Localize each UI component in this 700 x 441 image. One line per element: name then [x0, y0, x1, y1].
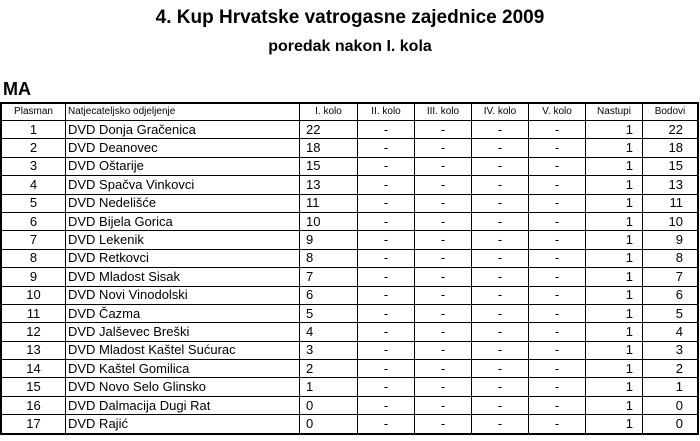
- column-header-round-2: II. kolo: [358, 104, 415, 121]
- round-4-cell: -: [472, 360, 529, 378]
- round-5-cell: -: [529, 360, 586, 378]
- round-5-cell: -: [529, 121, 586, 139]
- round-3-cell: -: [415, 212, 472, 230]
- table-row: [2, 139, 698, 157]
- column-header-round-1: I. kolo: [300, 104, 358, 121]
- rank-cell: 3: [2, 157, 66, 175]
- starts-cell: 1: [586, 360, 643, 378]
- round-4-cell: -: [472, 231, 529, 249]
- round-3-cell: -: [415, 341, 472, 359]
- team-cell: DVD Oštarije: [66, 157, 300, 175]
- points-cell: 10: [643, 212, 698, 230]
- round-4-cell: -: [472, 194, 529, 212]
- round-4-cell: -: [472, 139, 529, 157]
- table-row: [2, 268, 698, 286]
- starts-cell: 1: [586, 378, 643, 396]
- round-5-cell: -: [529, 341, 586, 359]
- starts-cell: 1: [586, 231, 643, 249]
- column-header-round-4: IV. kolo: [472, 104, 529, 121]
- round-1-cell: 2: [300, 360, 358, 378]
- round-4-cell: -: [472, 157, 529, 175]
- points-cell: 4: [643, 323, 698, 341]
- points-cell: 22: [643, 121, 698, 139]
- points-cell: 5: [643, 304, 698, 322]
- rank-cell: 17: [2, 415, 66, 433]
- team-cell: DVD Nedelišće: [66, 194, 300, 212]
- round-5-cell: -: [529, 139, 586, 157]
- round-5-cell: -: [529, 415, 586, 433]
- table-row: [2, 249, 698, 267]
- table-row: [2, 121, 698, 139]
- round-2-cell: -: [358, 415, 415, 433]
- round-5-cell: -: [529, 268, 586, 286]
- table-row: [2, 341, 698, 359]
- starts-cell: 1: [586, 194, 643, 212]
- round-4-cell: -: [472, 176, 529, 194]
- round-1-cell: 8: [300, 249, 358, 267]
- round-5-cell: -: [529, 212, 586, 230]
- table-row: [2, 286, 698, 304]
- round-1-cell: 1: [300, 378, 358, 396]
- round-1-cell: 13: [300, 176, 358, 194]
- round-2-cell: -: [358, 268, 415, 286]
- round-2-cell: -: [358, 360, 415, 378]
- points-cell: 13: [643, 176, 698, 194]
- rank-cell: 6: [2, 212, 66, 230]
- points-cell: 0: [643, 396, 698, 414]
- round-1-cell: 10: [300, 212, 358, 230]
- rank-cell: 5: [2, 194, 66, 212]
- starts-cell: 1: [586, 323, 643, 341]
- round-3-cell: -: [415, 194, 472, 212]
- round-2-cell: -: [358, 286, 415, 304]
- points-cell: 2: [643, 360, 698, 378]
- round-4-cell: -: [472, 341, 529, 359]
- round-5-cell: -: [529, 249, 586, 267]
- round-2-cell: -: [358, 378, 415, 396]
- round-1-cell: 0: [300, 396, 358, 414]
- round-2-cell: -: [358, 157, 415, 175]
- team-cell: DVD Kaštel Gomilica: [66, 360, 300, 378]
- round-4-cell: -: [472, 323, 529, 341]
- standings-table: [1, 103, 698, 434]
- points-cell: 6: [643, 286, 698, 304]
- points-cell: 18: [643, 139, 698, 157]
- round-1-cell: 22: [300, 121, 358, 139]
- round-2-cell: -: [358, 304, 415, 322]
- round-1-cell: 5: [300, 304, 358, 322]
- starts-cell: 1: [586, 286, 643, 304]
- round-3-cell: -: [415, 396, 472, 414]
- team-cell: DVD Lekenik: [66, 231, 300, 249]
- round-1-cell: 15: [300, 157, 358, 175]
- standings-body: [2, 121, 698, 434]
- table-row: [2, 415, 698, 433]
- team-cell: DVD Jalševec Breški: [66, 323, 300, 341]
- table-row: [2, 396, 698, 414]
- starts-cell: 1: [586, 139, 643, 157]
- round-1-cell: 3: [300, 341, 358, 359]
- team-cell: DVD Deanovec: [66, 139, 300, 157]
- rank-cell: 2: [2, 139, 66, 157]
- starts-cell: 1: [586, 415, 643, 433]
- table-row: [2, 360, 698, 378]
- round-5-cell: -: [529, 378, 586, 396]
- points-cell: 1: [643, 378, 698, 396]
- starts-cell: 1: [586, 396, 643, 414]
- round-4-cell: -: [472, 212, 529, 230]
- table-row: [2, 304, 698, 322]
- round-1-cell: 9: [300, 231, 358, 249]
- round-3-cell: -: [415, 415, 472, 433]
- table-row: [2, 378, 698, 396]
- table-row: [2, 194, 698, 212]
- team-cell: DVD Mladost Kaštel Sućurac: [66, 341, 300, 359]
- points-cell: 0: [643, 415, 698, 433]
- round-3-cell: -: [415, 286, 472, 304]
- page-title: 4. Kup Hrvatske vatrogasne zajednice 2009: [155, 7, 545, 28]
- round-1-cell: 11: [300, 194, 358, 212]
- column-header-points: Bodovi: [643, 104, 698, 121]
- page-subtitle: poredak nakon I. kola: [268, 38, 432, 55]
- round-2-cell: -: [358, 176, 415, 194]
- team-cell: DVD Mladost Sisak: [66, 268, 300, 286]
- round-3-cell: -: [415, 121, 472, 139]
- round-2-cell: -: [358, 139, 415, 157]
- category-label: MA: [3, 79, 31, 99]
- round-5-cell: -: [529, 323, 586, 341]
- team-cell: DVD Čazma: [66, 304, 300, 322]
- starts-cell: 1: [586, 304, 643, 322]
- rank-cell: 11: [2, 304, 66, 322]
- starts-cell: 1: [586, 157, 643, 175]
- round-3-cell: -: [415, 268, 472, 286]
- team-cell: DVD Dalmacija Dugi Rat: [66, 396, 300, 414]
- rank-cell: 4: [2, 176, 66, 194]
- table-header-row: [2, 104, 698, 121]
- rank-cell: 9: [2, 268, 66, 286]
- team-cell: DVD Novi Vinodolski: [66, 286, 300, 304]
- column-header-plasman: Plasman: [2, 104, 66, 121]
- starts-cell: 1: [586, 176, 643, 194]
- rank-cell: 13: [2, 341, 66, 359]
- rank-cell: 7: [2, 231, 66, 249]
- table-row: [2, 323, 698, 341]
- points-cell: 7: [643, 268, 698, 286]
- points-cell: 15: [643, 157, 698, 175]
- round-4-cell: -: [472, 304, 529, 322]
- round-2-cell: -: [358, 231, 415, 249]
- rank-cell: 15: [2, 378, 66, 396]
- round-5-cell: -: [529, 157, 586, 175]
- round-5-cell: -: [529, 286, 586, 304]
- table-row: [2, 157, 698, 175]
- round-3-cell: -: [415, 360, 472, 378]
- round-4-cell: -: [472, 268, 529, 286]
- round-4-cell: -: [472, 249, 529, 267]
- rank-cell: 14: [2, 360, 66, 378]
- round-3-cell: -: [415, 323, 472, 341]
- round-2-cell: -: [358, 121, 415, 139]
- round-1-cell: 0: [300, 415, 358, 433]
- table-row: [2, 231, 698, 249]
- round-5-cell: -: [529, 176, 586, 194]
- team-cell: DVD Bijela Gorica: [66, 212, 300, 230]
- starts-cell: 1: [586, 249, 643, 267]
- round-3-cell: -: [415, 139, 472, 157]
- starts-cell: 1: [586, 121, 643, 139]
- round-5-cell: -: [529, 231, 586, 249]
- round-4-cell: -: [472, 415, 529, 433]
- column-header-round-3: III. kolo: [415, 104, 472, 121]
- round-4-cell: -: [472, 121, 529, 139]
- starts-cell: 1: [586, 212, 643, 230]
- rank-cell: 10: [2, 286, 66, 304]
- points-cell: 11: [643, 194, 698, 212]
- round-2-cell: -: [358, 194, 415, 212]
- round-5-cell: -: [529, 304, 586, 322]
- table-row: [2, 176, 698, 194]
- starts-cell: 1: [586, 341, 643, 359]
- points-cell: 9: [643, 231, 698, 249]
- round-2-cell: -: [358, 212, 415, 230]
- round-5-cell: -: [529, 396, 586, 414]
- round-2-cell: -: [358, 396, 415, 414]
- round-2-cell: -: [358, 341, 415, 359]
- round-3-cell: -: [415, 249, 472, 267]
- round-3-cell: -: [415, 157, 472, 175]
- team-cell: DVD Retkovci: [66, 249, 300, 267]
- rank-cell: 1: [2, 121, 66, 139]
- rank-cell: 12: [2, 323, 66, 341]
- rank-cell: 16: [2, 396, 66, 414]
- column-header-team: Natjecateljsko odjeljenje: [66, 104, 300, 121]
- rank-cell: 8: [2, 249, 66, 267]
- points-cell: 3: [643, 341, 698, 359]
- round-3-cell: -: [415, 176, 472, 194]
- round-2-cell: -: [358, 323, 415, 341]
- round-1-cell: 18: [300, 139, 358, 157]
- round-3-cell: -: [415, 304, 472, 322]
- team-cell: DVD Donja Gračenica: [66, 121, 300, 139]
- round-3-cell: -: [415, 378, 472, 396]
- round-2-cell: -: [358, 249, 415, 267]
- points-cell: 8: [643, 249, 698, 267]
- column-header-round-5: V. kolo: [529, 104, 586, 121]
- round-5-cell: -: [529, 194, 586, 212]
- team-cell: DVD Rajić: [66, 415, 300, 433]
- round-4-cell: -: [472, 396, 529, 414]
- table-row: [2, 212, 698, 230]
- round-4-cell: -: [472, 286, 529, 304]
- team-cell: DVD Spačva Vinkovci: [66, 176, 300, 194]
- team-cell: DVD Novo Selo Glinsko: [66, 378, 300, 396]
- round-4-cell: -: [472, 378, 529, 396]
- round-1-cell: 4: [300, 323, 358, 341]
- round-3-cell: -: [415, 231, 472, 249]
- starts-cell: 1: [586, 268, 643, 286]
- round-1-cell: 7: [300, 268, 358, 286]
- round-1-cell: 6: [300, 286, 358, 304]
- column-header-starts: Nastupi: [586, 104, 643, 121]
